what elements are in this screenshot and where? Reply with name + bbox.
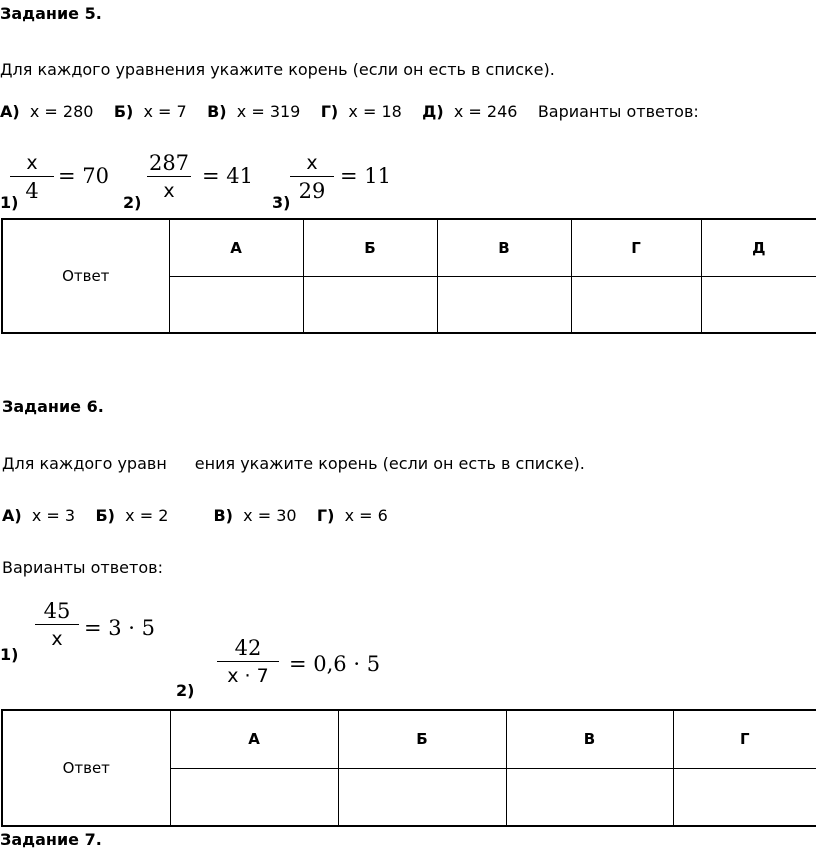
column-header: Д: [701, 219, 816, 276]
instruction-part: Для каждого уравн: [2, 454, 167, 473]
column-header: В: [437, 219, 571, 276]
answer-cell[interactable]: [170, 768, 338, 826]
answer-row-label: Ответ: [2, 710, 170, 826]
fraction: [10, 151, 54, 203]
option-value: х = 246: [453, 102, 518, 121]
option-value: х = 7: [143, 102, 187, 121]
numerator: х: [306, 152, 318, 174]
denominator: х: [163, 180, 175, 202]
column-header: Г: [571, 219, 701, 276]
denominator: х · 7: [227, 665, 269, 687]
fraction: [35, 599, 79, 651]
column-header: Г: [673, 710, 816, 768]
fraction-bar: [217, 661, 279, 662]
instruction-part: ения укажите корень (если он есть в списке).: [194, 454, 585, 473]
equation-rhs: = 70: [58, 164, 109, 188]
task7-title: Задание 7.: [0, 830, 102, 849]
answer-cell[interactable]: [701, 276, 816, 333]
option-label: В): [213, 506, 233, 525]
denominator: х: [51, 628, 63, 650]
column-header: А: [169, 219, 303, 276]
fraction: [147, 151, 191, 203]
denominator: 4: [25, 179, 39, 203]
task6-title: Задание 6.: [2, 397, 104, 416]
fraction-bar: [10, 176, 54, 177]
equation-rhs: = 3 · 5: [84, 616, 156, 640]
task6-options: [2, 508, 388, 524]
fraction-bar: [147, 176, 191, 177]
fraction-bar: [35, 624, 79, 625]
answer-cell[interactable]: [437, 276, 571, 333]
answer-cell[interactable]: [673, 768, 816, 826]
answer-row-label: Ответ: [2, 219, 169, 333]
column-header: Б: [338, 710, 506, 768]
denominator: 29: [298, 179, 326, 203]
option-label: Б): [113, 102, 134, 121]
fraction: [290, 151, 334, 203]
option-value: х = 30: [243, 506, 297, 525]
numerator: 45: [43, 599, 71, 623]
task5-instruction: Для каждого уравнения укажите корень (если он есть в списке).: [0, 60, 555, 79]
fraction-bar: [290, 176, 334, 177]
equation-number: 1): [0, 193, 19, 212]
fraction: [217, 636, 279, 688]
option-label: Б): [95, 506, 115, 525]
answer-cell[interactable]: [506, 768, 673, 826]
answer-cell[interactable]: [169, 276, 303, 333]
task5-title: Задание 5.: [0, 4, 102, 23]
option-label: А): [2, 506, 22, 525]
numerator: 42: [234, 636, 262, 660]
equation-number: 1): [0, 645, 19, 664]
answer-table: [1, 709, 816, 827]
answer-table: [1, 218, 816, 334]
option-value: х = 6: [344, 506, 388, 525]
equation-rhs: = 41: [202, 164, 253, 188]
task6-instruction: [2, 456, 585, 472]
option-label: В): [207, 102, 227, 121]
option-label: А): [0, 102, 20, 121]
option-label: Д): [422, 102, 444, 121]
option-label: Г): [320, 102, 339, 121]
answer-cell[interactable]: [303, 276, 437, 333]
answer-cell[interactable]: [571, 276, 701, 333]
task5-options: [0, 104, 699, 120]
numerator: 287: [148, 151, 190, 175]
column-header: А: [170, 710, 338, 768]
option-value: х = 3: [31, 506, 76, 525]
equation-number: 3): [272, 193, 291, 212]
column-header: В: [506, 710, 673, 768]
option-value: х = 280: [29, 102, 94, 121]
answers-label: Варианты ответов:: [537, 102, 699, 121]
equation-number: 2): [123, 193, 142, 212]
numerator: х: [26, 152, 38, 174]
equation-rhs: = 0,6 · 5: [289, 652, 381, 676]
option-value: х = 319: [236, 102, 301, 121]
answer-cell[interactable]: [338, 768, 506, 826]
column-header: Б: [303, 219, 437, 276]
option-value: х = 2: [125, 506, 169, 525]
task6-answers-label: Варианты ответов:: [2, 558, 163, 577]
equation-number: 2): [176, 681, 195, 700]
option-value: х = 18: [348, 102, 402, 121]
equation-rhs: = 11: [340, 164, 391, 188]
option-label: Г): [316, 506, 335, 525]
